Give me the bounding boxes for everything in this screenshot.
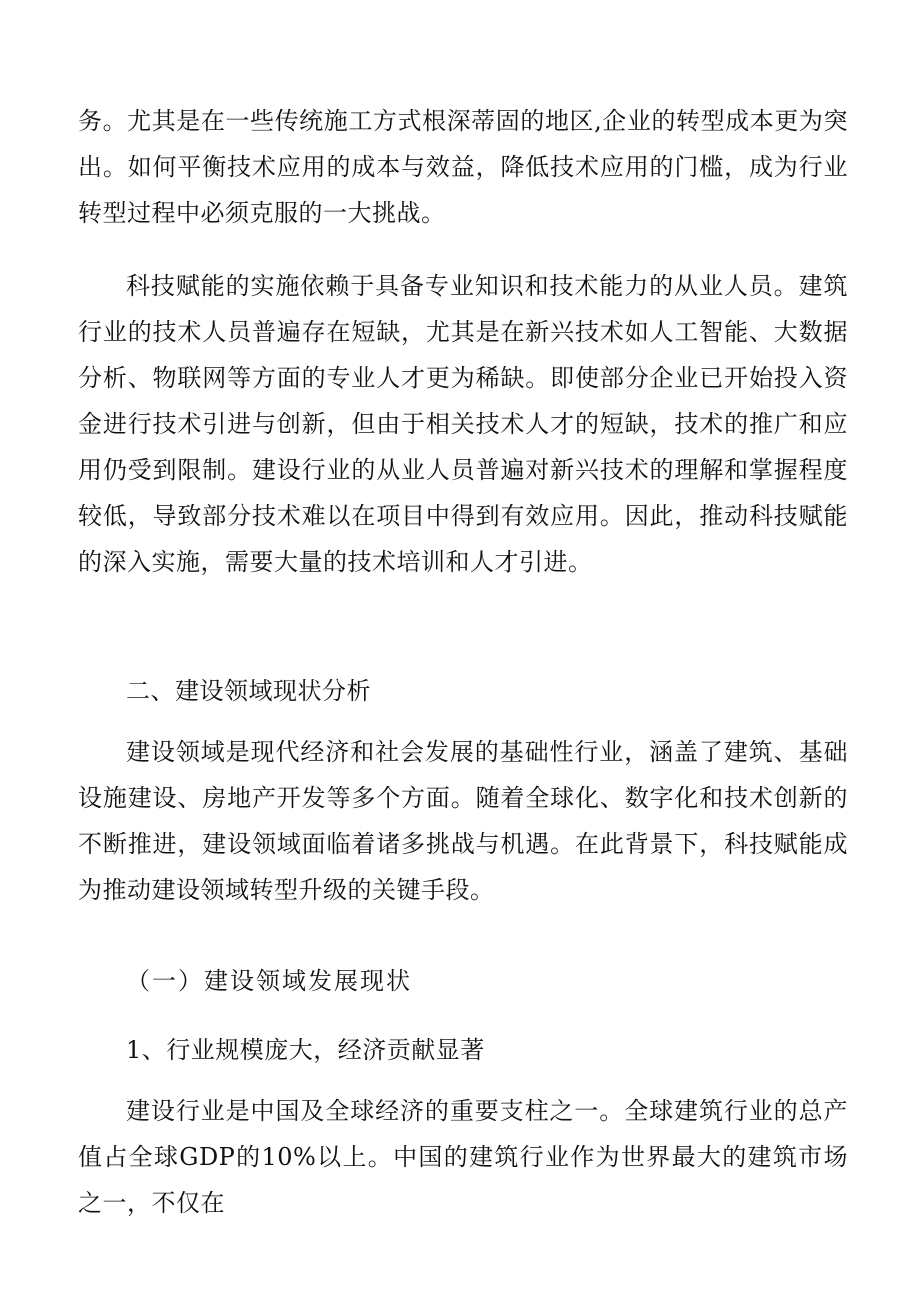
paragraph-construction-overview: 建设领域是现代经济和社会发展的基础性行业，涵盖了建筑、基础设施建设、房地产开发等多个方面。随着全球化、数字化和技术创新的不断推进，建设领域面临着诸多挑战与机遇。在此背景下，科技赋能成为推动建设领域转型升级的关键手段。 xyxy=(78,738,848,904)
section-heading-construction-status: 二、建设领域现状分析 xyxy=(126,677,371,705)
paragraph-talent-shortage: 科技赋能的实施依赖于具备专业知识和技术能力的从业人员。建筑行业的技术人员普遍存在短缺，尤其是在新兴技术如人工智能、大数据分析、物联网等方面的专业人才更为稀缺。即使部分企业已开始投入资金进行技术引进与创新，但由于相关技术人才的短缺，技术的推广和应用仍受到限制。建设行业的从业人员普遍对新兴技术的理解和掌握程度较低，导致部分技术难以在项目中得到有效应用。因此，推动科技赋能的深入实施，需要大量的技术培训和人才引进。 xyxy=(78,272,848,576)
subsection-heading-development-status: （一）建设领域发展现状 xyxy=(126,967,412,995)
paragraph-industry-gdp: 建设行业是中国及全球经济的重要支柱之一。全球建筑行业的总产值占全球GDP的10%以上。中国的建筑行业作为世界最大的建筑市场之一，不仅在 xyxy=(78,1097,848,1217)
paragraph-transformation-cost: 务。尤其是在一些传统施工方式根深蒂固的地区,企业的转型成本更为突出。如何平衡技术应用的成本与效益，降低技术应用的门槛，成为行业转型过程中必须克服的一大挑战。 xyxy=(78,107,848,227)
item-heading-industry-scale: 1、行业规模庞大，经济贡献显著 xyxy=(126,1036,485,1064)
